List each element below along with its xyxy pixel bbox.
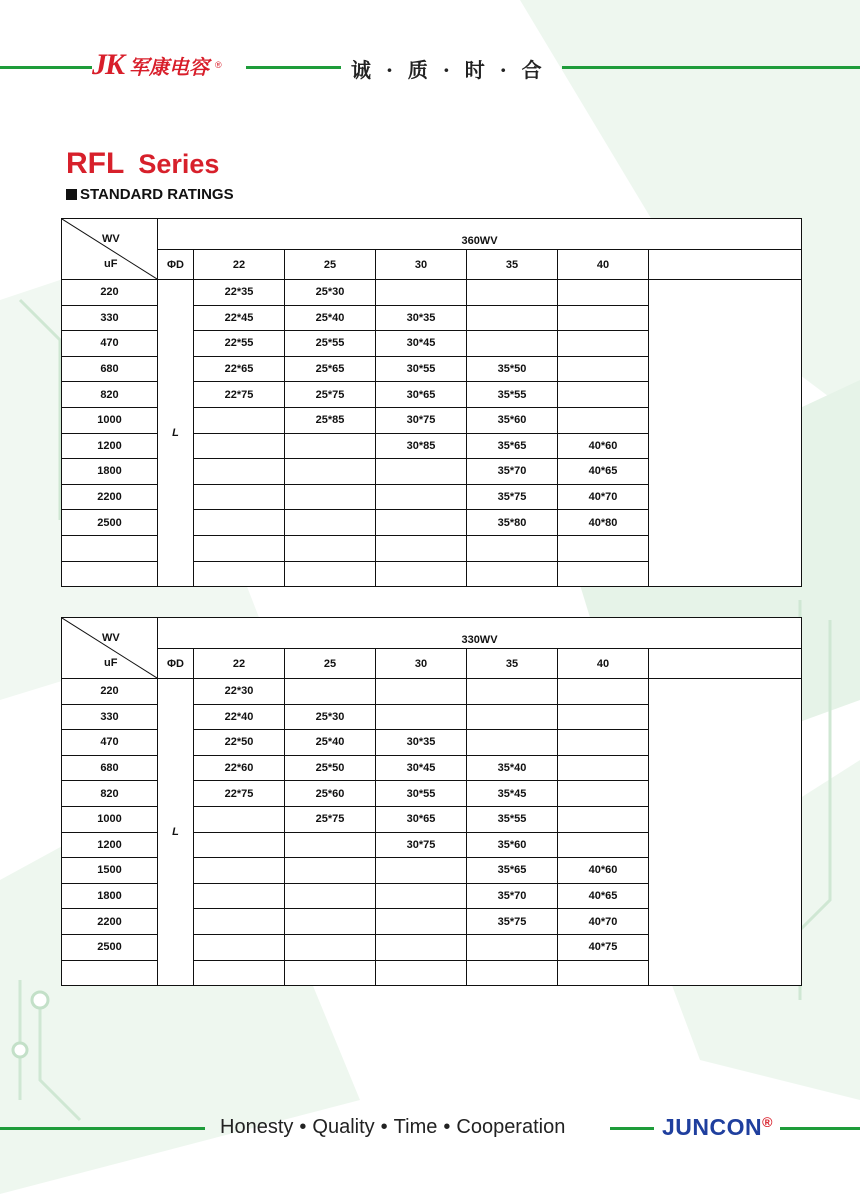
page-title <box>66 147 219 181</box>
slogan-separator: • <box>380 1116 388 1138</box>
size-cell <box>285 535 376 561</box>
length-label-cell: L <box>158 280 194 587</box>
size-cell: 40*70 <box>558 909 649 935</box>
size-cell: 40*75 <box>558 934 649 960</box>
size-cell <box>194 433 285 459</box>
size-cell <box>376 858 467 884</box>
section-subtitle <box>66 186 234 203</box>
size-cell <box>194 909 285 935</box>
size-cell <box>558 331 649 357</box>
voltage-header: 360WV <box>158 219 802 250</box>
size-cell <box>376 909 467 935</box>
size-cell <box>558 280 649 306</box>
size-cell: 22*75 <box>194 781 285 807</box>
size-cell <box>376 679 467 705</box>
size-cell: 22*40 <box>194 704 285 730</box>
size-cell: 35*55 <box>467 806 558 832</box>
diameter-header: 22 <box>194 649 285 679</box>
size-cell: 35*65 <box>467 858 558 884</box>
size-cell <box>285 459 376 485</box>
size-cell: 25*40 <box>285 730 376 756</box>
blank-column <box>649 679 802 986</box>
size-cell <box>558 755 649 781</box>
size-cell <box>467 535 558 561</box>
size-cell: 35*70 <box>467 883 558 909</box>
capacitance-cell: 820 <box>62 781 158 807</box>
ratings-table-330wv <box>61 617 802 986</box>
size-cell: 35*75 <box>467 484 558 510</box>
size-cell <box>285 883 376 909</box>
footer-slogan <box>220 1116 565 1139</box>
size-cell <box>285 832 376 858</box>
size-cell <box>376 510 467 536</box>
size-cell: 35*60 <box>467 832 558 858</box>
size-cell <box>467 679 558 705</box>
size-cell <box>558 832 649 858</box>
size-cell: 30*45 <box>376 755 467 781</box>
size-cell <box>285 433 376 459</box>
size-cell <box>558 730 649 756</box>
size-cell: 30*75 <box>376 407 467 433</box>
phi-header: ΦD <box>158 250 194 280</box>
slogan-word: Cooperation <box>456 1116 566 1138</box>
slogan-word: Time <box>393 1116 438 1138</box>
size-cell <box>558 806 649 832</box>
brand-wordmark <box>662 1114 773 1141</box>
capacitance-cell <box>62 960 158 986</box>
size-cell <box>376 535 467 561</box>
bullet-square-icon <box>66 189 77 200</box>
header-rule-left <box>0 66 92 69</box>
phi-header: ΦD <box>158 649 194 679</box>
capacitance-cell: 330 <box>62 704 158 730</box>
size-cell <box>467 704 558 730</box>
size-cell <box>285 484 376 510</box>
size-cell <box>376 459 467 485</box>
length-label-cell: L <box>158 679 194 986</box>
size-cell <box>194 858 285 884</box>
series-label: Series <box>138 149 220 179</box>
corner-wv-label: WV <box>102 233 120 245</box>
capacitance-cell: 680 <box>62 755 158 781</box>
size-cell: 35*75 <box>467 909 558 935</box>
size-cell <box>467 730 558 756</box>
size-cell: 25*60 <box>285 781 376 807</box>
capacitance-cell: 2200 <box>62 909 158 935</box>
size-cell <box>558 679 649 705</box>
capacitance-cell: 470 <box>62 331 158 357</box>
diameter-header: 30 <box>376 649 467 679</box>
size-cell: 25*75 <box>285 382 376 408</box>
capacitance-cell: 470 <box>62 730 158 756</box>
size-cell <box>194 561 285 587</box>
size-cell: 22*45 <box>194 305 285 331</box>
size-cell: 30*35 <box>376 730 467 756</box>
size-cell: 30*65 <box>376 382 467 408</box>
size-cell: 30*75 <box>376 832 467 858</box>
header-motto: 诚 · 质 · 时 · 合 <box>351 58 546 82</box>
size-cell <box>194 484 285 510</box>
size-cell <box>558 305 649 331</box>
header-rule-right <box>562 66 860 69</box>
ratings-table-360wv <box>61 218 802 587</box>
size-cell <box>194 883 285 909</box>
size-cell <box>194 510 285 536</box>
logo-chinese-name: 军康电容 <box>129 54 210 79</box>
size-cell <box>467 280 558 306</box>
diameter-header: 35 <box>467 649 558 679</box>
corner-uf-label: uF <box>104 258 118 270</box>
size-cell <box>285 858 376 884</box>
header-rule-middle <box>246 66 341 69</box>
capacitance-cell: 1500 <box>62 858 158 884</box>
size-cell: 22*75 <box>194 382 285 408</box>
header-corner-cell <box>62 219 158 280</box>
size-cell <box>376 934 467 960</box>
size-cell: 25*50 <box>285 755 376 781</box>
size-cell: 22*65 <box>194 356 285 382</box>
table-row <box>62 679 802 705</box>
diameter-header: 40 <box>558 649 649 679</box>
size-cell <box>376 960 467 986</box>
capacitance-cell: 330 <box>62 305 158 331</box>
size-cell: 22*35 <box>194 280 285 306</box>
size-cell: 30*35 <box>376 305 467 331</box>
capacitance-cell <box>62 561 158 587</box>
corner-wv-label: WV <box>102 632 120 644</box>
size-cell <box>194 832 285 858</box>
size-cell: 22*55 <box>194 331 285 357</box>
size-cell <box>558 535 649 561</box>
size-cell: 30*65 <box>376 806 467 832</box>
size-cell <box>558 561 649 587</box>
size-cell <box>467 934 558 960</box>
size-cell: 35*45 <box>467 781 558 807</box>
slogan-word: Honesty <box>220 1116 294 1138</box>
size-cell: 22*60 <box>194 755 285 781</box>
size-cell: 35*70 <box>467 459 558 485</box>
diameter-header: 25 <box>285 649 376 679</box>
size-cell: 30*55 <box>376 781 467 807</box>
table-header-row <box>62 219 802 250</box>
size-cell: 35*50 <box>467 356 558 382</box>
size-cell <box>467 305 558 331</box>
size-cell <box>194 934 285 960</box>
capacitance-cell: 680 <box>62 356 158 382</box>
size-cell: 40*70 <box>558 484 649 510</box>
size-cell <box>558 356 649 382</box>
capacitance-cell: 1200 <box>62 433 158 459</box>
capacitance-cell: 1000 <box>62 806 158 832</box>
size-cell <box>285 510 376 536</box>
logo-registered-mark: ® <box>215 60 222 70</box>
size-cell: 30*85 <box>376 433 467 459</box>
size-cell: 40*65 <box>558 459 649 485</box>
size-cell: 35*65 <box>467 433 558 459</box>
capacitance-cell: 1800 <box>62 459 158 485</box>
size-cell <box>467 331 558 357</box>
size-cell: 40*60 <box>558 433 649 459</box>
size-cell <box>558 960 649 986</box>
size-cell <box>285 679 376 705</box>
blank-header-cell <box>649 250 802 280</box>
size-cell: 25*30 <box>285 704 376 730</box>
capacitance-cell: 1200 <box>62 832 158 858</box>
capacitance-cell: 220 <box>62 280 158 306</box>
size-cell <box>558 781 649 807</box>
table-header-row <box>62 250 802 280</box>
size-cell <box>285 909 376 935</box>
brand-name: JUNCON <box>662 1114 763 1140</box>
capacitance-cell <box>62 535 158 561</box>
size-cell <box>194 459 285 485</box>
capacitance-cell: 820 <box>62 382 158 408</box>
blank-header-cell <box>649 649 802 679</box>
size-cell: 40*80 <box>558 510 649 536</box>
size-cell <box>467 960 558 986</box>
size-cell <box>285 561 376 587</box>
size-cell <box>558 382 649 408</box>
size-cell <box>467 561 558 587</box>
diameter-header: 40 <box>558 250 649 280</box>
table-row <box>62 280 802 306</box>
size-cell: 25*65 <box>285 356 376 382</box>
slogan-separator: • <box>299 1116 307 1138</box>
header-corner-cell <box>62 618 158 679</box>
size-cell: 25*75 <box>285 806 376 832</box>
capacitance-cell: 220 <box>62 679 158 705</box>
size-cell: 35*60 <box>467 407 558 433</box>
footer-rule-middle <box>610 1127 654 1130</box>
size-cell: 40*60 <box>558 858 649 884</box>
footer-rule-right <box>780 1127 860 1130</box>
table-header-row <box>62 649 802 679</box>
size-cell: 25*55 <box>285 331 376 357</box>
size-cell <box>376 484 467 510</box>
size-cell: 35*80 <box>467 510 558 536</box>
capacitance-cell: 2500 <box>62 934 158 960</box>
size-cell: 40*65 <box>558 883 649 909</box>
size-cell: 35*40 <box>467 755 558 781</box>
size-cell <box>376 280 467 306</box>
size-cell: 25*85 <box>285 407 376 433</box>
size-cell: 22*30 <box>194 679 285 705</box>
size-cell <box>558 407 649 433</box>
size-cell <box>194 535 285 561</box>
size-cell: 25*30 <box>285 280 376 306</box>
size-cell <box>285 934 376 960</box>
section-subtitle-text: STANDARD RATINGS <box>80 186 234 203</box>
capacitance-cell: 2500 <box>62 510 158 536</box>
size-cell <box>194 960 285 986</box>
diameter-header: 25 <box>285 250 376 280</box>
size-cell <box>376 561 467 587</box>
blank-column <box>649 280 802 587</box>
footer-rule-left <box>0 1127 205 1130</box>
slogan-word: Quality <box>312 1116 375 1138</box>
size-cell <box>376 883 467 909</box>
series-model: RFL <box>66 147 125 180</box>
logo-mark: JK <box>92 48 124 81</box>
size-cell <box>194 806 285 832</box>
size-cell <box>285 960 376 986</box>
diameter-header: 22 <box>194 250 285 280</box>
voltage-header: 330WV <box>158 618 802 649</box>
slogan-separator: • <box>443 1116 451 1138</box>
company-logo <box>92 47 222 83</box>
size-cell <box>558 704 649 730</box>
table-header-row <box>62 618 802 649</box>
capacitance-cell: 2200 <box>62 484 158 510</box>
size-cell <box>376 704 467 730</box>
size-cell: 30*45 <box>376 331 467 357</box>
capacitance-cell: 1000 <box>62 407 158 433</box>
size-cell: 25*40 <box>285 305 376 331</box>
brand-registered-mark: ® <box>762 1114 773 1130</box>
size-cell <box>194 407 285 433</box>
diameter-header: 35 <box>467 250 558 280</box>
size-cell: 30*55 <box>376 356 467 382</box>
corner-uf-label: uF <box>104 657 118 669</box>
size-cell: 35*55 <box>467 382 558 408</box>
capacitance-cell: 1800 <box>62 883 158 909</box>
size-cell: 22*50 <box>194 730 285 756</box>
diameter-header: 30 <box>376 250 467 280</box>
